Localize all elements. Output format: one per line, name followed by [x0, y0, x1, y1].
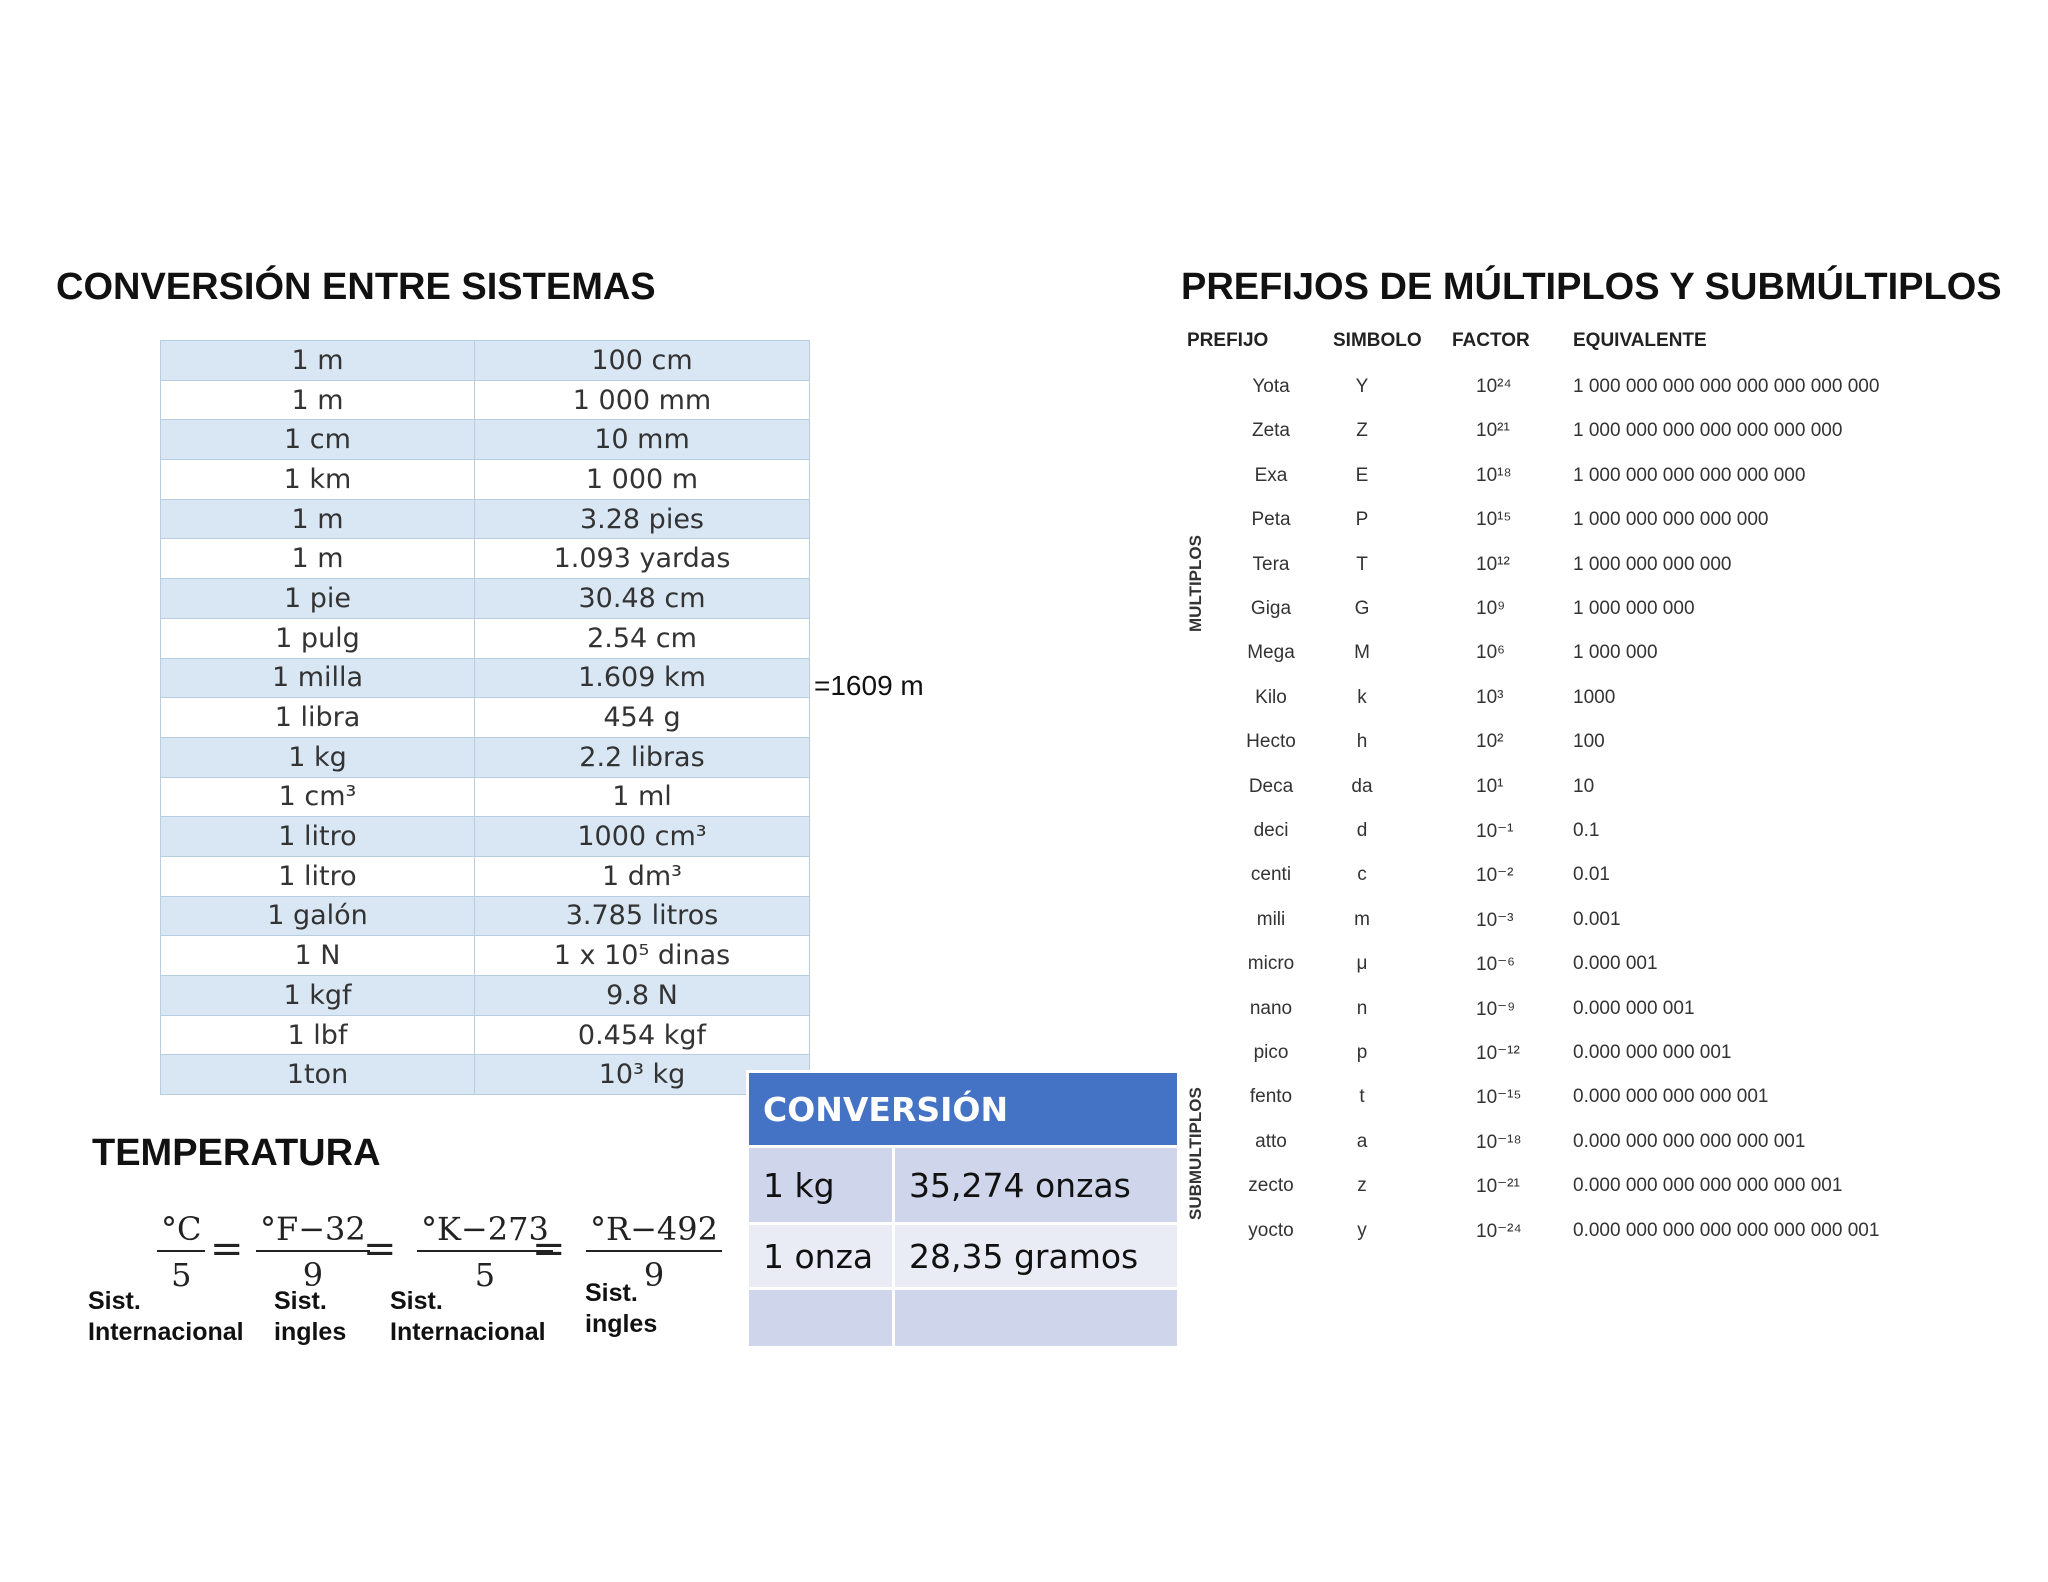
prefix-name: nano	[1249, 997, 1293, 1019]
unit-cell: 1 milla	[161, 658, 475, 698]
system-label-line1: Sist.	[274, 1287, 327, 1315]
prefix-equivalent: 1 000 000	[1573, 642, 1658, 664]
prefix-name: Zeta	[1251, 420, 1291, 442]
table-row	[748, 1224, 1179, 1289]
fraction-denominator: 9	[302, 1256, 324, 1294]
prefix-symbol: E	[1355, 464, 1369, 486]
prefix-factor: 10⁻³	[1476, 909, 1514, 931]
system-label-line2: ingles	[274, 1318, 347, 1346]
prefix-equivalent: 0.1	[1573, 820, 1600, 841]
prefix-symbol: Y	[1355, 376, 1369, 397]
equivalent-cell: 1.609 km	[475, 658, 810, 698]
unit-cell: 1 N	[161, 936, 475, 976]
equivalent-cell: 1.093 yardas	[475, 539, 810, 579]
prefix-factor: 10⁻²⁴	[1476, 1220, 1522, 1242]
table-row	[161, 936, 810, 976]
prefix-name: Exa	[1254, 464, 1288, 486]
unit-cell: 1 m	[161, 341, 475, 381]
prefix-name: yocto	[1248, 1219, 1294, 1241]
prefix-name: atto	[1255, 1130, 1287, 1152]
submultiplos-label: SUBMULTIPLOS	[1186, 1087, 1205, 1220]
prefix-name: centi	[1250, 864, 1292, 886]
prefix-symbol: h	[1356, 731, 1368, 753]
unit-cell: 1 pulg	[161, 618, 475, 658]
unit-cell: 1 litro	[161, 817, 475, 857]
table-row	[161, 499, 810, 539]
table-row	[161, 1055, 810, 1095]
prefix-row	[1240, 766, 1920, 810]
prefix-row	[1240, 1210, 1920, 1254]
small-table-header: CONVERSIÓN	[748, 1072, 1179, 1147]
unit-cell: 1 galón	[161, 896, 475, 936]
unit-cell: 1 m	[161, 380, 475, 420]
prefix-equivalent: 1 000 000 000 000 000 000 000	[1573, 420, 1843, 442]
table-row	[161, 579, 810, 619]
equivalent-cell: 2.54 cm	[475, 618, 810, 658]
system-label-line1: Sist.	[585, 1279, 638, 1307]
prefix-row	[1240, 544, 1920, 588]
prefix-row	[1240, 943, 1920, 987]
milla-note: =1609 m	[814, 670, 924, 701]
prefix-header-factor: FACTOR	[1452, 330, 1530, 351]
fraction-denominator: 5	[474, 1256, 496, 1294]
prefix-symbol: z	[1357, 1175, 1367, 1197]
temperature-title: TEMPERATURA	[92, 1132, 381, 1174]
prefix-symbol: da	[1351, 775, 1373, 797]
prefix-equivalent: 10	[1573, 775, 1595, 797]
fraction-denominator: 5	[171, 1256, 192, 1294]
table-row	[161, 737, 810, 777]
table-row	[161, 380, 810, 420]
table-cell: 28,35 gramos	[894, 1224, 1179, 1289]
table-cell: 1 kg	[748, 1147, 894, 1224]
prefix-factor: 10¹²	[1476, 553, 1510, 575]
prefix-row	[1240, 410, 1920, 454]
prefix-symbol: m	[1354, 908, 1370, 930]
prefix-name: Hecto	[1246, 731, 1296, 753]
fahrenheit-fraction	[256, 1210, 370, 1294]
prefix-symbol: M	[1354, 642, 1370, 664]
prefix-symbol: t	[1359, 1086, 1365, 1108]
prefix-name: deci	[1253, 820, 1289, 841]
unit-cell: 1ton	[161, 1055, 475, 1095]
prefix-equivalent: 0.001	[1573, 908, 1621, 930]
prefix-title: PREFIJOS DE MÚLTIPLOS Y SUBMÚLTIPLOS	[1181, 266, 2002, 308]
prefix-factor: 10⁻¹⁵	[1476, 1087, 1522, 1109]
table-cell: 35,274 onzas	[894, 1147, 1179, 1224]
prefix-equivalent: 0.000 001	[1573, 953, 1658, 975]
prefix-factor: 10¹⁵	[1476, 509, 1512, 531]
prefix-row	[1240, 1165, 1920, 1209]
prefix-row	[1240, 1032, 1920, 1076]
prefix-name: Tera	[1252, 553, 1290, 575]
prefix-name: Giga	[1250, 598, 1292, 619]
prefix-row	[1240, 455, 1920, 499]
prefix-name: zecto	[1248, 1175, 1294, 1197]
prefix-name: micro	[1247, 953, 1295, 975]
equivalent-cell: 1 x 10⁵ dinas	[475, 936, 810, 976]
system-label-line1: Sist.	[390, 1287, 443, 1315]
prefix-name: Peta	[1251, 509, 1291, 531]
prefix-factor: 10⁻⁶	[1476, 954, 1515, 976]
prefix-name: Kilo	[1255, 686, 1287, 708]
prefix-equivalent: 1 000 000 000 000 000	[1573, 509, 1769, 531]
table-row	[161, 817, 810, 857]
conversion-title: CONVERSIÓN ENTRE SISTEMAS	[56, 266, 656, 308]
prefix-symbol: μ	[1356, 953, 1368, 975]
prefix-name: fento	[1249, 1086, 1293, 1108]
equivalent-cell: 454 g	[475, 698, 810, 738]
prefix-equivalent: 0.000 000 000 000 000 001	[1573, 1130, 1806, 1152]
table-row	[161, 1015, 810, 1055]
system-label-line2: Internacional	[88, 1318, 244, 1346]
system-label	[88, 1286, 244, 1348]
prefix-factor: 10⁹	[1476, 598, 1506, 619]
prefix-header-simbolo: SIMBOLO	[1333, 330, 1422, 351]
equivalent-cell: 3.785 litros	[475, 896, 810, 936]
fraction-bar	[157, 1250, 205, 1252]
prefix-row	[1240, 988, 1920, 1032]
prefix-equivalent: 0.000 000 001	[1573, 997, 1695, 1019]
prefix-row	[1240, 1121, 1920, 1165]
prefix-factor: 10¹	[1476, 775, 1504, 797]
celsius-fraction	[157, 1210, 205, 1294]
prefix-row	[1240, 854, 1920, 898]
equivalent-cell: 10 mm	[475, 420, 810, 460]
prefix-row	[1240, 721, 1920, 765]
unit-cell: 1 pie	[161, 579, 475, 619]
prefix-name: pico	[1253, 1042, 1289, 1063]
system-label	[390, 1286, 546, 1348]
table-row	[161, 618, 810, 658]
prefix-factor: 10⁻⁹	[1476, 998, 1516, 1020]
prefix-equivalent: 1 000 000 000 000 000 000	[1573, 464, 1806, 486]
equivalent-cell: 0.454 kgf	[475, 1015, 810, 1055]
prefix-row	[1240, 1076, 1920, 1120]
unit-cell: 1 m	[161, 539, 475, 579]
prefix-header-prefijo: PREFIJO	[1187, 330, 1269, 351]
multiplos-label: MULTIPLOS	[1186, 535, 1205, 632]
prefix-name: Deca	[1248, 775, 1294, 797]
table-row	[161, 460, 810, 500]
prefix-equivalent: 0.01	[1573, 864, 1610, 886]
unit-cell: 1 cm³	[161, 777, 475, 817]
table-row	[161, 658, 810, 698]
prefix-symbol: Z	[1356, 420, 1368, 442]
prefix-symbol: k	[1357, 686, 1367, 708]
unit-cell: 1 lbf	[161, 1015, 475, 1055]
conversion-table	[160, 340, 810, 1095]
equivalent-cell: 9.8 N	[475, 976, 810, 1016]
table-row	[161, 976, 810, 1016]
prefix-symbol: a	[1356, 1130, 1368, 1152]
prefix-row	[1240, 588, 1920, 632]
unit-cell: 1 kg	[161, 737, 475, 777]
prefix-factor: 10⁻¹⁸	[1476, 1131, 1522, 1153]
prefix-factor: 10⁻²	[1476, 865, 1514, 887]
fraction-bar	[256, 1250, 370, 1252]
prefix-symbol: n	[1356, 997, 1368, 1019]
unit-cell: 1 kgf	[161, 976, 475, 1016]
prefix-row	[1240, 899, 1920, 943]
prefix-factor: 10²	[1476, 731, 1504, 753]
prefix-factor: 10²⁴	[1476, 376, 1512, 397]
prefix-factor: 10⁻²¹	[1476, 1176, 1520, 1198]
prefix-factor: 10³	[1476, 686, 1504, 708]
system-label-line2: ingles	[585, 1310, 658, 1338]
prefix-factor: 10⁻¹²	[1476, 1043, 1520, 1064]
prefix-symbol: G	[1354, 598, 1370, 619]
equivalent-cell: 100 cm	[475, 341, 810, 381]
equivalent-cell: 1 ml	[475, 777, 810, 817]
equivalent-cell: 2.2 libras	[475, 737, 810, 777]
table-row	[161, 856, 810, 896]
system-label	[585, 1278, 657, 1340]
fraction-numerator: °R−492	[590, 1210, 718, 1248]
equivalent-cell: 1000 cm³	[475, 817, 810, 857]
prefix-symbol: d	[1356, 820, 1368, 841]
unit-cell: 1 km	[161, 460, 475, 500]
equivalent-cell: 1 000 mm	[475, 380, 810, 420]
fraction-numerator: °C	[161, 1210, 202, 1248]
prefix-name: Yota	[1252, 376, 1290, 397]
prefix-row	[1240, 366, 1920, 410]
prefix-symbol: c	[1357, 864, 1367, 886]
prefix-row	[1240, 810, 1920, 854]
prefix-equivalent: 1 000 000 000 000	[1573, 553, 1732, 575]
fraction-numerator: °F−32	[260, 1210, 366, 1248]
system-label	[274, 1286, 346, 1348]
unit-cell: 1 cm	[161, 420, 475, 460]
table-row	[748, 1147, 1179, 1224]
prefix-symbol: y	[1357, 1219, 1367, 1241]
table-row	[161, 698, 810, 738]
table-row	[161, 896, 810, 936]
table-row	[161, 539, 810, 579]
prefix-equivalent: 100	[1573, 731, 1605, 753]
table-row	[161, 777, 810, 817]
fraction-numerator: °K−273	[421, 1210, 549, 1248]
prefix-equivalent: 0.000 000 000 001	[1573, 1042, 1732, 1063]
prefix-factor: 10¹⁸	[1476, 464, 1512, 486]
prefix-row	[1240, 677, 1920, 721]
equals-sign: =	[210, 1226, 244, 1272]
unit-cell: 1 libra	[161, 698, 475, 738]
unit-cell: 1 m	[161, 499, 475, 539]
equivalent-cell: 1 dm³	[475, 856, 810, 896]
prefix-equivalent: 1000	[1573, 686, 1616, 708]
equivalent-cell: 1 000 m	[475, 460, 810, 500]
equivalent-cell: 3.28 pies	[475, 499, 810, 539]
prefix-equivalent: 0.000 000 000 000 000 000 001	[1573, 1175, 1843, 1197]
prefix-factor: 10⁻¹	[1476, 821, 1514, 842]
table-row	[748, 1289, 1179, 1348]
equivalent-cell: 30.48 cm	[475, 579, 810, 619]
prefix-symbol: T	[1356, 553, 1368, 575]
prefix-factor: 10²¹	[1476, 420, 1510, 442]
prefix-equivalent: 0.000 000 000 000 001	[1573, 1086, 1769, 1108]
equivalent-cell: 10³ kg	[475, 1055, 810, 1095]
prefix-factor: 10⁶	[1476, 642, 1505, 664]
prefix-equivalent: 1 000 000 000 000 000 000 000 000	[1573, 376, 1880, 397]
table-cell	[748, 1289, 894, 1348]
prefix-row	[1240, 632, 1920, 676]
prefix-header-equivalente: EQUIVALENTE	[1573, 330, 1707, 351]
small-conversion-table	[746, 1070, 1180, 1349]
fraction-bar	[586, 1250, 722, 1252]
prefix-equivalent: 1 000 000 000	[1573, 598, 1695, 619]
table-row	[161, 420, 810, 460]
prefix-row	[1240, 499, 1920, 543]
table-cell: 1 onza	[748, 1224, 894, 1289]
prefix-symbol: P	[1355, 509, 1369, 531]
unit-cell: 1 litro	[161, 856, 475, 896]
table-row	[161, 341, 810, 381]
prefix-equivalent: 0.000 000 000 000 000 000 000 001	[1573, 1219, 1880, 1241]
equals-sign: =	[363, 1226, 397, 1272]
prefix-name: mili	[1256, 908, 1286, 930]
equals-sign: =	[532, 1226, 566, 1272]
prefix-symbol: p	[1356, 1042, 1368, 1063]
system-label-line2: Internacional	[390, 1318, 546, 1346]
system-label-line1: Sist.	[88, 1287, 141, 1315]
prefix-name: Mega	[1247, 642, 1295, 664]
fraction-denominator: 9	[643, 1256, 665, 1294]
table-cell	[894, 1289, 1179, 1348]
